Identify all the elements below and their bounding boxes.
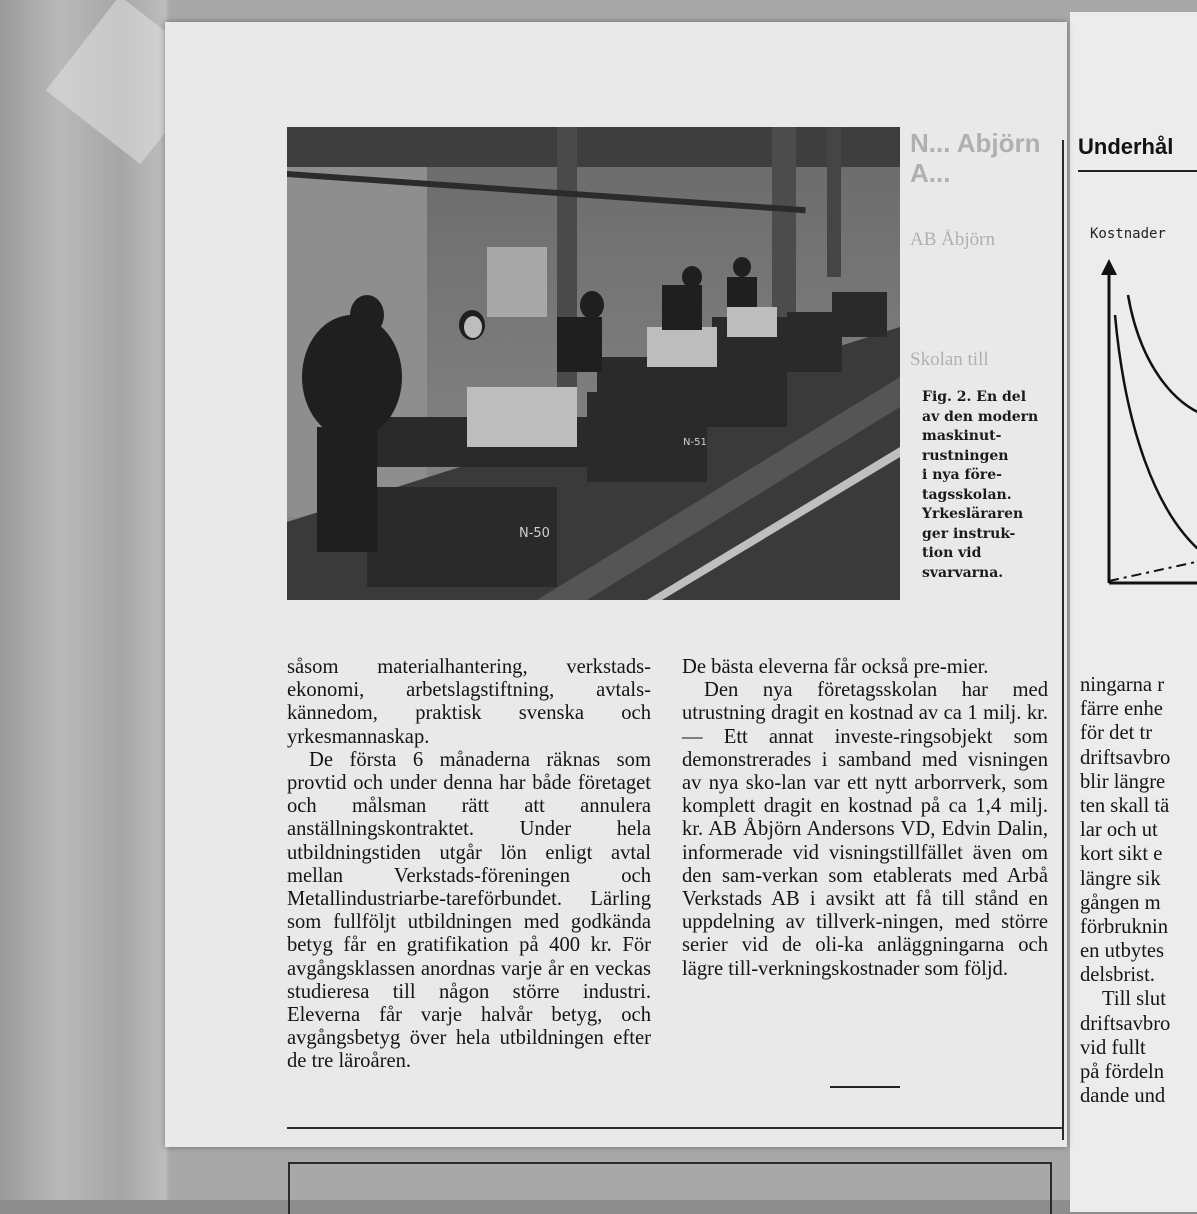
right-clipping-text	[1080, 674, 1197, 1109]
right-clipping-line: driftsavbro	[1080, 1012, 1171, 1035]
paragraph: De första 6 månaderna räknas som provtid och under denna har både företaget och målsman rätt att annulera anställningskontraktet. Under hela utbildningstiden utgår lön enligt avtal mellan Verkstads-föreningen och Metallindustriarbe-tareförbundet. Lärling som fullföljt utbildningen med godkända betyg får en gratifikation på 400 kr. För avgångsklassen anordnas varje år en veckas studieresa till någon större industri. Eleverna får varje halvår betyg, och avgångsbetyg över hela utbildningen efter de tre läroåren.	[287, 748, 651, 1073]
right-clipping-line: Till slut	[1102, 988, 1166, 1011]
right-clipping-line: lar och ut	[1080, 819, 1158, 842]
right-clipping-line: längre sik	[1080, 867, 1161, 890]
right-clipping-line: blir längre	[1080, 770, 1166, 793]
right-clipping-line: gången m	[1080, 891, 1161, 914]
article-column-left	[287, 656, 651, 1074]
right-clipping-line: på fördeln	[1080, 1061, 1165, 1083]
right-clipping-line: ten skall tä	[1080, 794, 1170, 817]
right-clipping-title: Underhål	[1078, 134, 1174, 159]
paragraph: De bästa eleverna får också pre-mier.	[682, 656, 989, 678]
right-clipping-line: delsbrist.	[1080, 964, 1155, 987]
ghost-bleed-text	[910, 128, 1060, 372]
ghost-line: AB Åbjörn	[910, 229, 995, 250]
ghost-line: Skolan till	[910, 349, 989, 370]
workshop-photo	[287, 127, 900, 600]
right-clipping-line: vid fullt	[1080, 1036, 1146, 1059]
right-clipping-line: förbruknin	[1080, 915, 1169, 938]
lathe-workshop-illustration	[287, 127, 900, 600]
machine-plate-label: N-51	[683, 437, 707, 448]
next-article-box	[288, 1162, 1052, 1214]
right-clipping-line: färre enhe	[1080, 698, 1163, 721]
right-cost-chart	[1095, 255, 1197, 590]
paragraph: Den nya företagsskolan har med utrustning dragit en kostnad av ca 1 milj. kr. — Ett annat investe-ringsobjekt som demonstrerades i samband med visningen av nya sko-lan var ett nytt arborrverk, som komplett dragit en kostnad på ca 1,4 milj. kr. AB Åbjörn Andersons VD, Edvin Dalin, informerade vid visningstillfället även om den sam-verkan som etablerats med Arbå Verkstads AB i avsikt att få till stånd en uppdelning av tillverk-ningen, med större serier vid de oli-ka anläggningarna och lägre till-verkningskostnader som följd.	[682, 679, 1048, 980]
right-clipping-line: driftsavbro	[1080, 746, 1171, 769]
figure-caption: Fig. 2. En del av den modern maskinut- rustningen i nya före- tagsskolan. Yrkesläraren ger instruk- tion vid svarvarna.	[922, 389, 1039, 581]
right-title-rule	[1078, 170, 1197, 172]
right-clipping-line: en utbytes	[1080, 940, 1165, 963]
right-clipping-line: ningarna r	[1080, 674, 1165, 696]
right-chart-axis-label: Kostnader	[1090, 226, 1166, 242]
section-rule	[287, 1127, 1062, 1129]
paragraph: såsom materialhantering, verkstads-ekonomi, arbetslagstiftning, avtals-kännedom, praktisk svenska och yrkesmannaskap.	[287, 656, 651, 748]
right-clipping-line: dande und	[1080, 1085, 1166, 1108]
article-column-middle	[682, 656, 1048, 981]
right-clipping-line: för det tr	[1080, 722, 1153, 745]
machine-plate-label: N-50	[519, 526, 550, 541]
column-divider	[1062, 140, 1064, 1140]
right-clipping-line: kort sikt e	[1080, 843, 1163, 866]
ghost-heading: N... Abjörn A...	[910, 128, 1041, 188]
article-end-rule	[830, 1086, 900, 1088]
